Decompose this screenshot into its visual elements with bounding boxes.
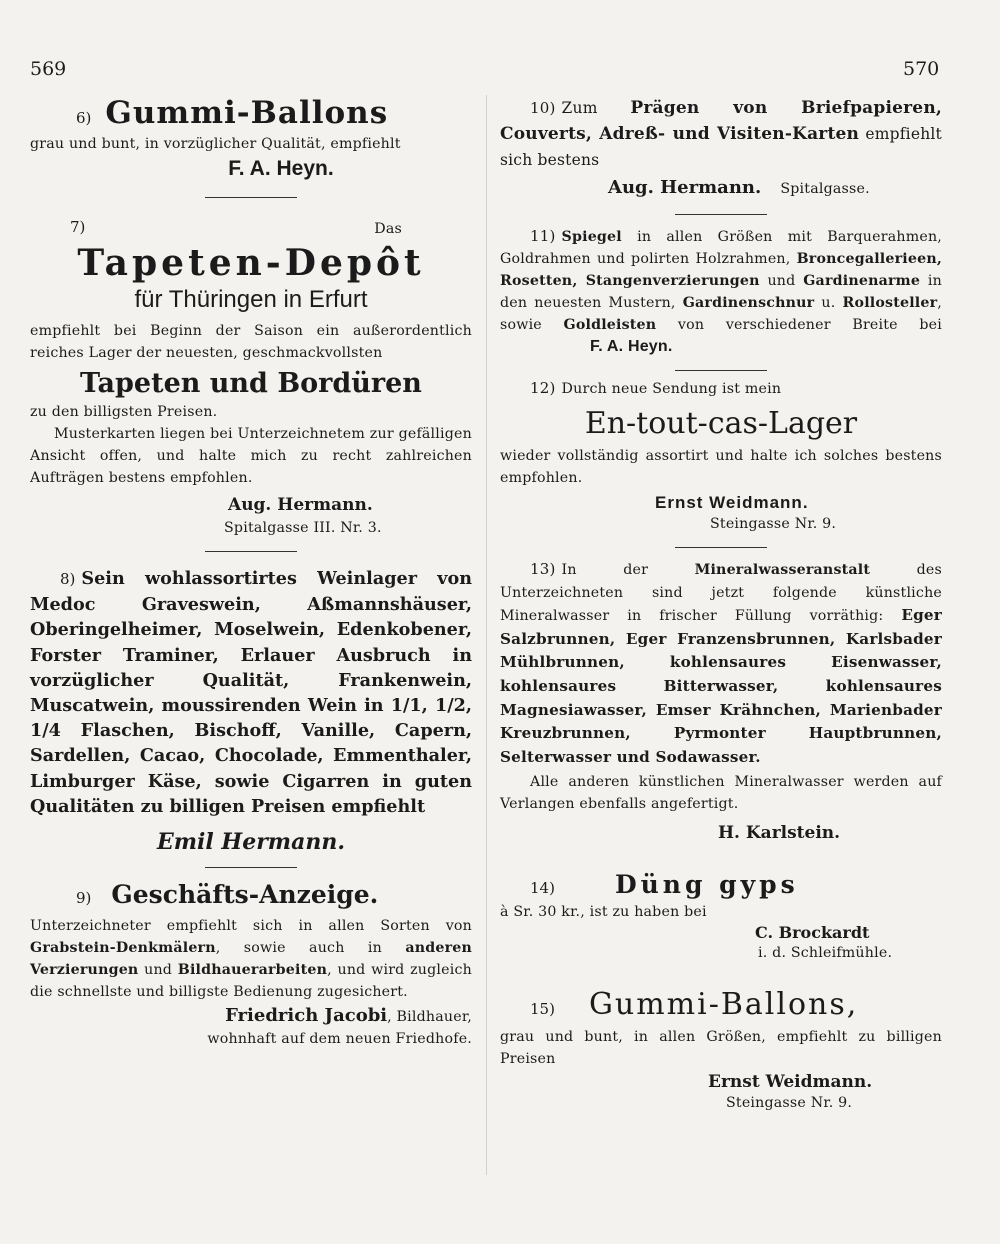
ad-firm: Ernst Weidmann. [655,493,809,512]
ad-title: Düng gyps [614,870,799,900]
ad-10 [500,95,942,215]
ad-10-text-block [500,95,942,173]
spacer [675,859,767,860]
ad-text: und [759,273,804,289]
separator [675,370,767,371]
ad-6-headline [30,95,472,131]
ad-text-bold: Prägen von Briefpapieren, Couverts, Adreß- und Visiten-Karten [500,98,942,144]
ad-lead: Durch neue Sendung ist mein [561,381,782,397]
ad-9-signature [30,1005,472,1028]
page-number-right: 570 [903,58,940,80]
ad-15-headline [500,987,942,1022]
separator [205,197,297,198]
ad-12-lead [500,377,942,400]
ad-8-text-block [30,566,472,819]
ad-8 [30,566,472,868]
ad-firm: F. A. Heyn. [228,157,334,180]
separator [205,867,297,868]
ad-number: 12) [530,379,556,397]
ad-15 [500,987,942,1114]
spacer [675,978,767,979]
column-divider [486,95,487,1175]
ad-firm: Friedrich Jacobi [225,1005,388,1027]
ad-number: 13) [530,560,556,578]
ad-text: grau und bunt, in allen Größen, empfiehlt zu billigen Preisen [500,1029,942,1068]
ad-title: Geschäfts-Anzeige. [111,880,379,910]
ad-text: in allen Größen mit Barquerahmen, Goldrahmen und polirten Holzrahmen, [500,229,942,267]
ad-text: zu den billigsten Preisen. [30,404,218,420]
ad-text: , und wird zugleich die schnellste und billigste Bedienung zugesichert. [30,962,472,1001]
ad-text-bold: Goldleisten [563,317,657,333]
ad-title: Gummi-Ballons [105,95,389,131]
ad-subtitle: für Thüringen in Erfurt [134,286,368,313]
ad-14 [500,870,942,979]
ad-text: des Unterzeichneten sind jetzt folgende künstliche Mineralwasser in frischer Füllung vorräthig: [500,562,942,625]
ad-text: , sowie [500,295,943,333]
ad-firm: H. Karlstein. [718,823,841,844]
ad-headline: Tapeten und Bordüren [80,368,422,399]
ad-text-bold: anderen Verzierungen [30,940,472,979]
ad-address: i. d. Schleifmühle. [758,945,893,962]
ad-number: 10) [530,99,556,117]
ad-firm: F. A. Heyn. [590,338,673,355]
ad-text: Musterkarten liegen bei Unterzeichnetem zur gefälligen Ansicht offen, und halte mich zu recht zahlreichen Aufträgen bestens empfohlen. [30,426,472,486]
ad-text-bold: Broncegallerieen, Rosetten, Stangenverzierungen [500,251,942,289]
ad-text: grau und bunt, in vorzüglicher Qualität, empfiehlt [30,136,401,152]
ad-text-bold: Rollosteller [842,295,938,311]
ad-text-bold: Mineralwasseranstalt [694,562,871,578]
ad-number: 15) [530,1000,555,1019]
ad-address: Steingasse Nr. 9. [710,516,837,532]
left-column [30,95,472,1050]
ad-11-text-block [500,225,942,358]
ad-text: à Sr. 30 kr., ist zu haben bei [500,904,707,921]
ad-9-headline [30,880,472,909]
ad-13-text-block [500,558,942,769]
ad-firm: Aug. Hermann. [228,495,373,515]
ad-text-bold: Grabstein-Denkmälern [30,940,216,957]
page-number-left: 569 [30,58,67,80]
ad-text: Alle anderen künstlichen Mineralwasser werden auf Verlangen ebenfalls angefertigt. [500,774,942,813]
ad-9-text-block [30,915,472,1003]
ad-text: und [138,962,178,979]
ad-14-headline [500,870,942,899]
ad-11 [500,225,942,371]
ad-firm: Aug. Hermann. [608,177,762,198]
ad-number: 6) [76,109,92,127]
ad-firm: Emil Hermann. [157,829,345,856]
ad-text: wieder vollständig assortirt und halte ich solches bestens empfohlen. [500,448,942,486]
ad-9 [30,880,472,1050]
separator [205,551,297,552]
ad-text: In der [561,562,695,578]
separator [675,547,767,548]
ad-13 [500,558,942,860]
ad-firm: Ernst Weidmann. [708,1072,873,1093]
ad-10-signature [500,177,942,200]
ad-12 [500,377,942,548]
ad-number: 11) [530,227,556,245]
ad-text: Zum [561,99,631,117]
ad-number: 14) [530,879,555,898]
ad-text-bold: Bildhauerarbeiten [177,962,328,979]
ad-headline: En-tout-cas-Lager [584,406,858,441]
ad-text-bold: Spiegel [561,229,622,245]
ad-address: Steingasse Nr. 9. [726,1095,853,1112]
ad-text: in den neuesten Mustern, [500,273,942,311]
ad-text: von verschiedener Breite bei [656,317,942,333]
ad-text: u. [814,295,843,311]
ad-text: empfiehlt sich bestens [500,125,942,169]
ad-address: wohnhaft auf dem neuen Friedhofe. [207,1031,472,1048]
ad-number: 9) [76,889,92,908]
ad-text: empfiehlt bei Beginn der Saison ein außerordentlich reiches Lager der neuesten, geschmackvollsten [30,323,472,361]
ad-title: Gummi-Ballons, [588,987,859,1023]
right-column [500,95,942,1114]
separator [675,214,767,215]
ad-title: Tapeten-Depôt [77,242,425,284]
ad-address: Spitalgasse. [780,181,870,197]
ad-address: Spitalgasse III. Nr. 3. [224,520,382,536]
ad-7 [30,218,472,552]
ad-das: Das [374,221,402,237]
ad-6 [30,95,472,198]
ad-text: Sein wohlassortirtes Weinlager von Medoc Graveswein, Aßmannshäuser, Oberingelheimer, Moselwein, Edenkobener, Forster Traminer, Erlauer Ausbruch in vorzüglicher Qualität, Frankenwein, Muscatwein, moussirenden Wein in 1/1, 1/2, 1/4 Flaschen, Bischoff, Vanille, Capern, Sardellen, Cacao, Chocolade, Emmenthaler, Limburger Käse, sowie Cigarren in guten Qualitäten zu billigen Preisen empfiehlt [30,568,472,817]
ad-firm: C. Brockardt [755,923,870,943]
ad-text-bold: Gardinenarme [803,273,921,289]
ad-7-head [30,218,472,240]
ad-text: , sowie auch in [215,940,406,957]
ad-number: 8) [60,570,76,588]
ad-firm-suffix: , Bildhauer, [387,1009,472,1026]
ad-list: Eger Salzbrunnen, Eger Franzensbrunnen, Karlsbader Mühlbrunnen, kohlensaures Eisenwasser, kohlensaures Bitterwasser, kohlensaures Magnesiawasser, Emser Krähnchen, Marienbader Kreuzbrunnen, Pyrmonter Hauptbrunnen, Selterwasser und Sodawasser. [500,606,942,766]
ad-number: 7) [70,218,86,236]
ad-text: Unterzeichneter empfiehlt sich in allen Sorten von [30,918,472,935]
ad-text-bold: Gardinenschnur [682,295,815,311]
